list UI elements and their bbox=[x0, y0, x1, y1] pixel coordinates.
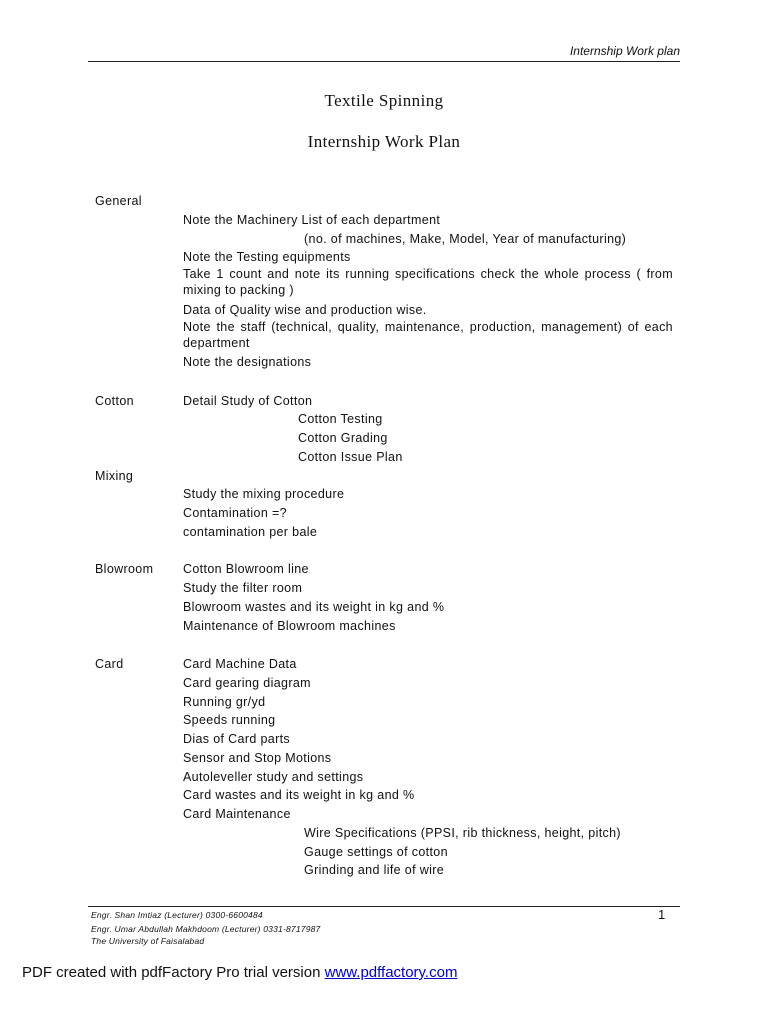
footer-author-1: Engr. Shan Imtiaz (Lecturer) 0300-6600484 bbox=[91, 910, 263, 920]
page-number: 1 bbox=[658, 907, 666, 922]
list-item: Autoleveller study and settings bbox=[183, 770, 364, 784]
section-label-card: Card bbox=[95, 657, 124, 671]
list-item: Contamination =? bbox=[183, 506, 287, 520]
running-header: Internship Work plan bbox=[88, 44, 680, 62]
list-item: Running gr/yd bbox=[183, 695, 266, 709]
section-label-blowroom: Blowroom bbox=[95, 562, 154, 576]
list-item: Dias of Card parts bbox=[183, 732, 291, 746]
list-item: Grinding and life of wire bbox=[304, 863, 445, 877]
list-item: Take 1 count and note its running specifications check the whole process ( from mixing to packing ) bbox=[183, 267, 673, 297]
list-item: (no. of machines, Make, Model, Year of manufacturing) bbox=[304, 232, 627, 246]
document-subtitle: Internship Work Plan bbox=[307, 132, 461, 151]
list-item: Speeds running bbox=[183, 713, 276, 727]
section-label-mixing: Mixing bbox=[95, 469, 134, 483]
list-item: Study the mixing procedure bbox=[183, 487, 345, 501]
list-item: Note the Machinery List of each department bbox=[183, 213, 441, 227]
list-item: Card Maintenance bbox=[183, 807, 291, 821]
footer-institution: The University of Faisalabad bbox=[91, 936, 205, 946]
document-title: Textile Spinning bbox=[324, 91, 444, 110]
list-item: Blowroom wastes and its weight in kg and % bbox=[183, 600, 445, 614]
list-item: Cotton Testing bbox=[298, 412, 383, 426]
list-item: Gauge settings of cotton bbox=[304, 845, 448, 859]
list-item: contamination per bale bbox=[183, 525, 318, 539]
list-item: Detail Study of Cotton bbox=[183, 394, 313, 408]
footer-author-2: Engr. Umar Abdullah Makhdoom (Lecturer) 0331-8717987 bbox=[91, 924, 321, 934]
section-label-cotton: Cotton bbox=[95, 394, 134, 408]
section-label-general: General bbox=[95, 194, 142, 208]
list-item: Sensor and Stop Motions bbox=[183, 751, 332, 765]
pdf-notice bbox=[22, 964, 457, 981]
list-item: Note the designations bbox=[183, 355, 312, 369]
pdf-notice-text: PDF created with pdfFactory Pro trial version bbox=[22, 964, 325, 981]
list-item: Note the Testing equipments bbox=[183, 250, 351, 264]
list-item: Card wastes and its weight in kg and % bbox=[183, 788, 415, 802]
list-item: Card Machine Data bbox=[183, 657, 297, 671]
list-item: Cotton Issue Plan bbox=[298, 450, 403, 464]
list-item: Cotton Grading bbox=[298, 431, 388, 445]
list-item: Card gearing diagram bbox=[183, 676, 311, 690]
list-item: Maintenance of Blowroom machines bbox=[183, 619, 396, 633]
footer-rule bbox=[88, 906, 680, 907]
pdffactory-link[interactable]: www.pdffactory.com bbox=[324, 964, 458, 981]
list-item: Data of Quality wise and production wise. bbox=[183, 303, 427, 317]
list-item: Study the filter room bbox=[183, 581, 303, 595]
list-item: Cotton Blowroom line bbox=[183, 562, 309, 576]
list-item: Wire Specifications (PPSI, rib thickness, height, pitch) bbox=[304, 826, 621, 840]
list-item: Note the staff (technical, quality, maintenance, production, management) of each department bbox=[183, 320, 673, 350]
